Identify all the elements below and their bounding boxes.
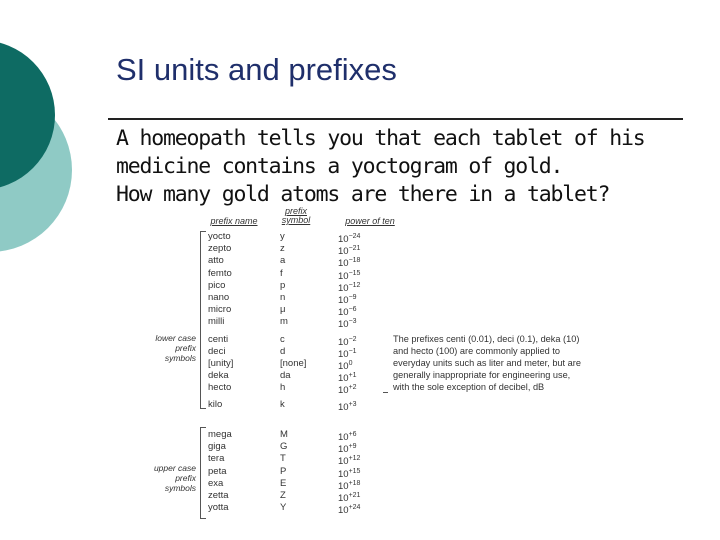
prefix-symbol: k [280, 399, 285, 411]
upper-power-column [338, 429, 361, 517]
header-prefix-name: prefix name [210, 216, 258, 226]
power-of-ten: $10^{+3}$ [338, 401, 357, 414]
prefix-symbol: z [280, 243, 285, 255]
prefix-symbol: n [280, 291, 286, 303]
power-of-ten: $10^{+18}$ [338, 479, 361, 492]
prefix-name: zetta [208, 489, 229, 501]
prefix-symbol: M [280, 429, 288, 440]
prefix-name: yocto [208, 231, 231, 242]
prefix-symbol: h [280, 382, 286, 394]
power-of-ten: $10^{-12}$ [338, 281, 361, 294]
upper-group-label: upper case prefix symbols [153, 463, 196, 493]
prefix-name: tera [208, 453, 225, 465]
power-of-ten: $10^{-24}$ [338, 233, 361, 245]
prefix-name: pico [208, 279, 226, 291]
power-of-ten: $10^{-18}$ [338, 257, 361, 270]
power-of-ten: $10^0$ [338, 359, 353, 372]
prefix-name: mega [208, 429, 232, 440]
slide-body [116, 125, 644, 209]
prefix-name: hecto [208, 382, 232, 394]
slide-title: SI units and prefixes [116, 52, 397, 87]
prefix-name: deka [208, 370, 229, 382]
prefix-symbol: [none] [280, 357, 307, 369]
power-of-ten: $10^{-15}$ [338, 269, 361, 282]
prefix-symbol: E [280, 477, 287, 489]
prefix-symbol: da [280, 370, 291, 382]
prefix-note [393, 333, 625, 393]
power-of-ten: $10^{-9}$ [338, 293, 357, 306]
prefix-symbol: p [280, 279, 286, 291]
prefix-symbol: c [280, 333, 285, 345]
prefix-name: exa [208, 477, 224, 489]
power-of-ten: $10^{-1}$ [338, 347, 357, 360]
upper-group-bracket [200, 427, 206, 519]
power-of-ten: $10^{+15}$ [338, 467, 361, 480]
power-of-ten: $10^{+24}$ [338, 504, 361, 517]
prefix-symbol: m [280, 316, 288, 328]
power-of-ten: $10^{+2}$ [338, 384, 357, 397]
prefix-name: atto [208, 255, 224, 267]
upper-symbol-column [280, 429, 288, 514]
prefix-symbol: μ [280, 304, 286, 316]
header-power-of-ten: power of ten [345, 216, 395, 226]
lower-symbol-column [280, 231, 306, 412]
body-line: How many gold atoms are there in a tablet? [116, 182, 610, 207]
note-connector [383, 392, 388, 393]
note-line: The prefixes centi (0.01), deci (0.1), deka (10) [393, 334, 580, 344]
prefix-symbol: d [280, 345, 286, 357]
lower-power-column [338, 231, 360, 412]
power-of-ten: $10^{-6}$ [338, 306, 357, 319]
prefix-name: milli [208, 316, 225, 328]
prefix-symbol: y [280, 231, 285, 242]
prefix-name: micro [208, 304, 232, 316]
prefix-name: giga [208, 441, 226, 453]
lower-group-bracket [200, 231, 206, 409]
note-line: with the sole exception of decibel, dB [393, 382, 545, 392]
power-of-ten: $10^{+21}$ [338, 491, 361, 504]
power-of-ten: $10^{-3}$ [338, 318, 357, 331]
prefix-name: deci [208, 345, 226, 357]
prefix-name: nano [208, 291, 230, 303]
title-divider [108, 118, 683, 120]
prefix-symbol: G [280, 441, 288, 453]
lower-group-label: lower case prefix symbols [155, 333, 196, 363]
prefix-symbol: a [280, 255, 286, 267]
note-line: and hecto (100) are commonly applied to [393, 346, 561, 356]
prefix-name: centi [208, 333, 229, 345]
power-of-ten: $10^{-2}$ [338, 335, 357, 348]
prefix-name: peta [208, 465, 227, 477]
prefix-name: yotta [208, 502, 229, 514]
header-prefix-symbol: prefix symbol [281, 206, 311, 225]
note-line: generally inappropriate for engineering use, [393, 370, 571, 380]
power-of-ten: $10^{+12}$ [338, 455, 361, 468]
power-of-ten: $10^{+1}$ [338, 372, 357, 385]
body-line: medicine contains a yoctogram of gold. [116, 154, 563, 179]
prefix-name: kilo [208, 399, 223, 411]
prefix-symbol: f [280, 267, 283, 279]
prefix-symbol: Y [280, 502, 287, 514]
body-line: A homeopath tells you that each tablet of his [116, 126, 645, 151]
prefix-symbol: P [280, 465, 287, 477]
power-of-ten: $10^{+6}$ [338, 431, 357, 443]
power-of-ten: $10^{-21}$ [338, 245, 361, 258]
prefix-symbol: Z [280, 489, 286, 501]
si-prefix-table-figure [140, 205, 620, 525]
note-line: everyday units such as liter and meter, but are [393, 358, 581, 368]
lower-name-column [208, 231, 233, 412]
upper-name-column [208, 429, 232, 514]
prefix-name: [unity] [208, 357, 234, 369]
power-of-ten: $10^{+9}$ [338, 443, 357, 456]
prefix-name: zepto [208, 243, 232, 255]
prefix-name: femto [208, 267, 232, 279]
prefix-symbol: T [280, 453, 286, 465]
